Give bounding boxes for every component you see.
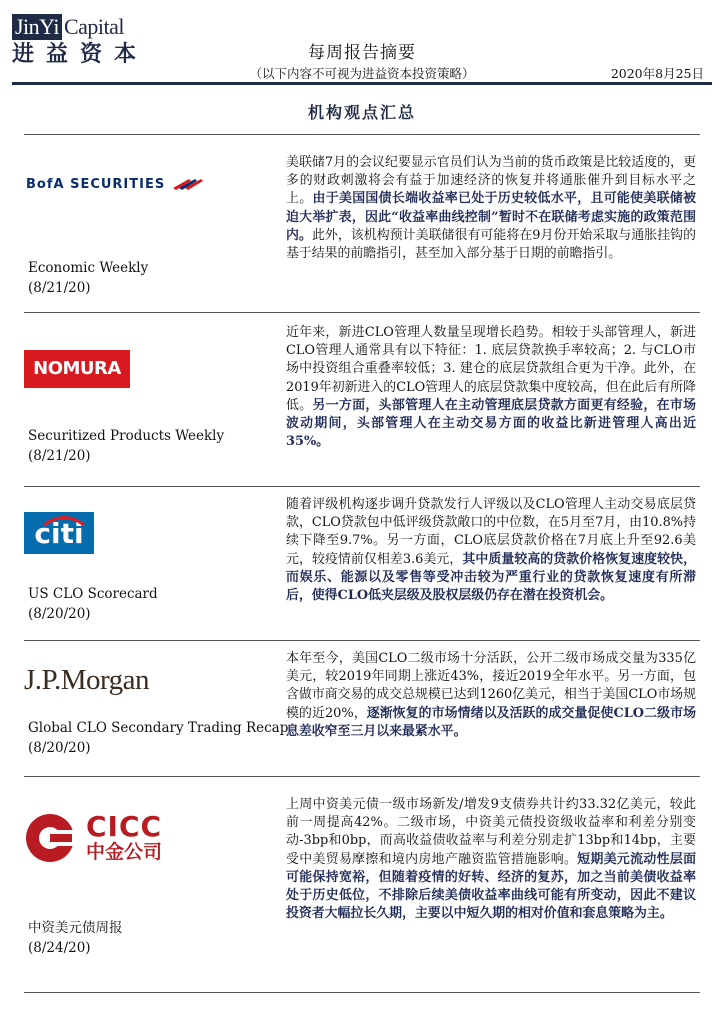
source-name: US CLO Scorecard	[28, 586, 158, 602]
entry-source	[28, 258, 148, 298]
text-plain: 随着评级机构逐步调升贷款发行人评级以及CLO管理人主动交易底层贷款，CLO贷款包中低评级贷款敞口的中位数，在5月至7月，由10.8%持续下降至9.7%。另一方面，CLO底层贷款价格在7月底上升至92.6美元，较疫情前仅相差3.6美元，	[286, 497, 696, 567]
report-date: 2020年8月25日	[610, 66, 704, 81]
bofa-logo	[26, 176, 203, 192]
entry-source	[28, 426, 224, 466]
cicc-logo-cn: 中金公司	[86, 841, 163, 863]
text-bold: 逐渐恢复的市场情绪以及活跃的成交量促使CLO二级市场息差收窄至三月以来最紧水平。	[286, 705, 696, 739]
cicc-logo-text	[86, 810, 163, 863]
source-name: Global CLO Secondary Trading Recap	[28, 720, 289, 736]
citi-logo-text: citi	[34, 517, 84, 550]
text-plain: 上周中资美元债一级市场新发/增发9支债券共计约33.32亿美元，较此前一周提高42%。二级市场，中资美元债投资级收益率和利差分别变动-3bp和0bp，而高收益债收益率与利差分别走扩13bp和14bp，主要受中美贸易摩擦和境内房地产融资监管措施影响。	[286, 797, 696, 867]
text-plain: 本年至今，美国CLO二级市场十分活跃，公开二级市场成交量为335亿美元，较2019年同期上涨近43%，接近2019全年水平。另一方面，包含做市商交易的成交总规模已达到1260亿美元，相当于美国CLO市场规模的近20%，	[286, 651, 696, 721]
logo-en-jinyi: JinYi	[12, 14, 62, 40]
entry-text	[286, 796, 696, 923]
entry-source	[28, 918, 123, 958]
divider	[24, 640, 700, 641]
section-title: 机构观点汇总	[307, 103, 416, 122]
entry-text	[286, 650, 696, 741]
citi-logo	[24, 512, 94, 554]
logo-cn: 进益资本	[12, 42, 149, 67]
header-rule	[12, 82, 712, 85]
jpmorgan-logo: J.P.Morgan	[24, 664, 149, 696]
entry-source	[28, 584, 158, 624]
nomura-logo: NOMURA	[24, 350, 130, 388]
text-bold: 其中质量较高的贷款价格恢复速度较快，而娱乐、能源以及零售等受冲击较为严重行业的贷款恢复速度有所滞后，使得CLO低夹层级及股权层级仍存在潜在投资机会。	[286, 551, 697, 604]
text-bold: 另一方面，头部管理人在主动管理底层贷款方面更有经验，在市场波动期间，头部管理人在主动交易方面的收益比新进管理人高出近35%。	[286, 397, 697, 450]
entry-text	[286, 324, 696, 451]
source-date: (8/20/20)	[28, 740, 91, 756]
cicc-logo-en: CICC	[86, 810, 163, 843]
source-date: (8/24/20)	[28, 940, 91, 956]
source-date: (8/21/20)	[28, 280, 91, 296]
source-name: Securitized Products Weekly	[28, 428, 225, 444]
report-title: 每周报告摘要	[308, 43, 416, 63]
bofa-logo-text: BofA SECURITIES	[26, 176, 166, 192]
divider	[24, 134, 700, 135]
entry-text	[286, 154, 696, 263]
bofa-flag-icon	[169, 176, 203, 192]
source-date: (8/20/20)	[28, 606, 91, 622]
text-bold: 由于美国国债长端收益率已处于历史较低水平，且可能使美联储被迫大举扩表，因此“收益率曲线控制”暂时不在联储考虑实施的政策范围内。	[286, 191, 697, 243]
divider	[24, 486, 700, 487]
divider	[24, 312, 700, 313]
cicc-logo	[24, 812, 162, 864]
entry-source	[28, 718, 288, 758]
logo-en-capital: Capital	[63, 14, 125, 39]
citi-arc-icon	[42, 514, 86, 526]
entry-text	[286, 496, 696, 605]
source-date: (8/21/20)	[28, 448, 91, 464]
text-plain: 近年来，新进CLO管理人数量呈现增长趋势。相较于头部管理人，新进CLO管理人通常具有以下特征：1. 底层贷款换手率较高；2. 与CLO市场中投资组合重叠率较低；3. 建仓的底层贷款组合更为干净。此外，在2019年初新进入的CLO管理人的底层贷款集中度较高，但在此后有所降低。	[286, 325, 696, 413]
divider	[24, 776, 700, 777]
source-name: 中资美元债周报	[28, 920, 123, 936]
cicc-emblem-icon	[24, 812, 76, 864]
text-bold: 短期美元流动性层面可能保持宽裕，但随着疫情的好转、经济的复苏，加之当前美债收益率处于历史低位，不排除后续美债收益率曲线可能有所变动，因此不建议投资者大幅拉长久期，主要以中短久期的相对价值和套息策略为主。	[286, 851, 697, 922]
report-subtitle: （以下内容不可视为进益资本投资策略）	[249, 66, 475, 81]
text-plain: 美联储7月的会议纪要显示官员们认为当前的货币政策是比较适度的，更多的财政刺激将会有益于加速经济的恢复并将通胀催升到目标水平之上。	[286, 155, 696, 207]
text-plain: 此外，该机构预计美联储很有可能将在9月份开始采取与通胀挂钩的基于结果的前瞻指引，甚至加入部分基于日期的前瞻指引。	[286, 227, 697, 262]
divider	[24, 992, 700, 993]
source-name: Economic Weekly	[28, 260, 149, 276]
